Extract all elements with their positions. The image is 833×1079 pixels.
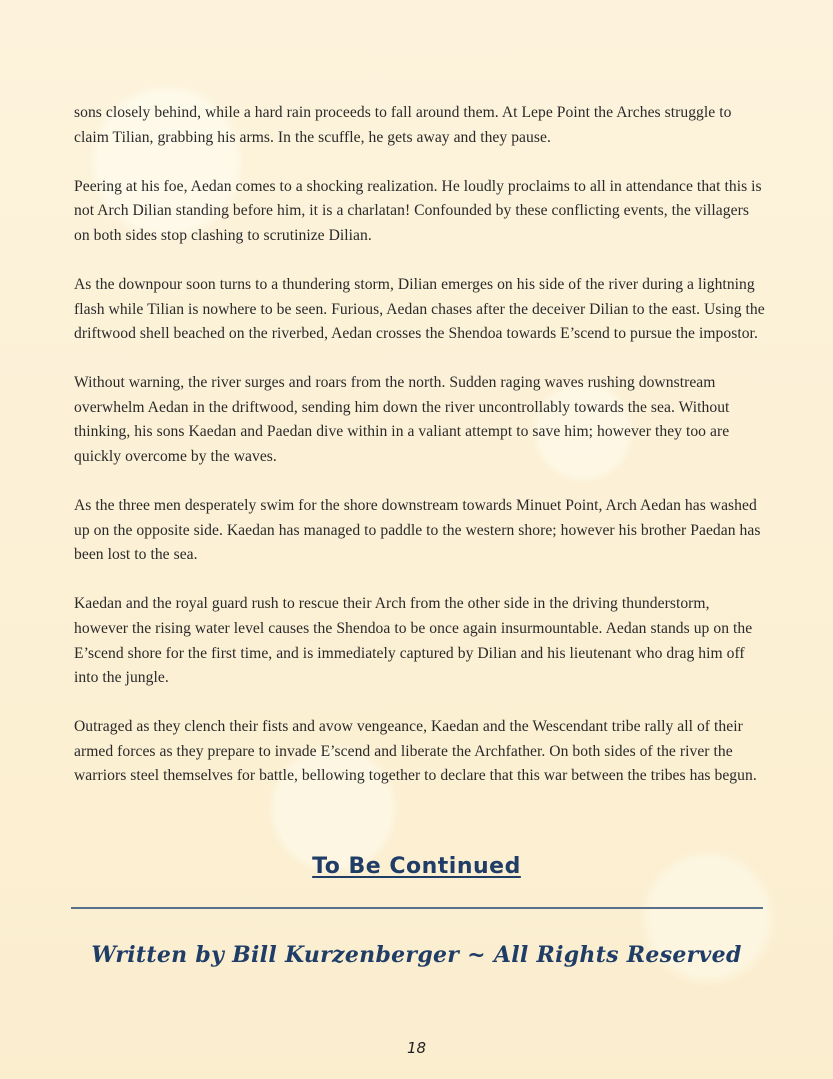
story-paragraph-4: Without warning, the river surges and roars from the north. Sudden raging waves rushing downstream overwhelm Aedan in the driftwood, sending him down the river uncontrollably towards the sea. Without thinking, his sons Kaedan and Paedan dive within in a valiant attempt to save him; however they too are quickly overcome by the waves. [74,374,730,466]
section-divider [71,907,763,909]
to-be-continued-heading [0,854,833,879]
story-paragraph-5: As the three men desperately swim for the shore downstream towards Minuet Point, Arch Aedan has washed up on the opposite side. Kaedan has managed to paddle to the western shore; however his brother Paedan has been lost to the sea. [74,497,761,564]
to-be-continued-label: To Be Continued [312,854,521,879]
story-paragraph-2: Peering at his foe, Aedan comes to a shocking realization. He loudly proclaims to all in attendance that this is not Arch Dilian standing before him, it is a charlatan! Confounded by these conflicting events, the villagers on both sides stop clashing to scrutinize Dilian. [74,177,762,244]
story-paragraph-6: Kaedan and the royal guard rush to rescue their Arch from the other side in the driving thunderstorm, however the rising water level causes the Shendoa to be once again insurmountable. Aedan stands up on the E’scend shore for the first time, and is immediately captured by Dilian and his lieutenant who drag him off into the jungle. [74,595,753,687]
story-paragraph-3: As the downpour soon turns to a thundering storm, Dilian emerges on his side of the river during a lightning flash while Tilian is nowhere to be seen. Furious, Aedan chases after the deceiver Dilian to the east. Using the driftwood shell beached on the riverbed, Aedan crosses the Shendoa towards E’scend to pursue the impostor. [74,275,765,343]
author-credit: Written by Bill Kurzenberger ~ All Rights Reserved [91,942,742,968]
story-paragraph-1: sons closely behind, while a hard rain proceeds to fall around them. At Lepe Point the Arches struggle to claim Tilian, grabbing his arms. In the scuffle, he gets away and they pause. [74,104,732,146]
page-number: 18 [406,1039,427,1057]
story-paragraph-7: Outraged as they clench their fists and avow vengeance, Kaedan and the Wescendant tribe rally all of their armed forces as they prepare to invade E’scend and liberate the Archfather. On both sides of the river the warriors steel themselves for battle, bellowing together to declare that this war between the tribes has begun. [74,718,757,785]
story-body [74,101,766,814]
